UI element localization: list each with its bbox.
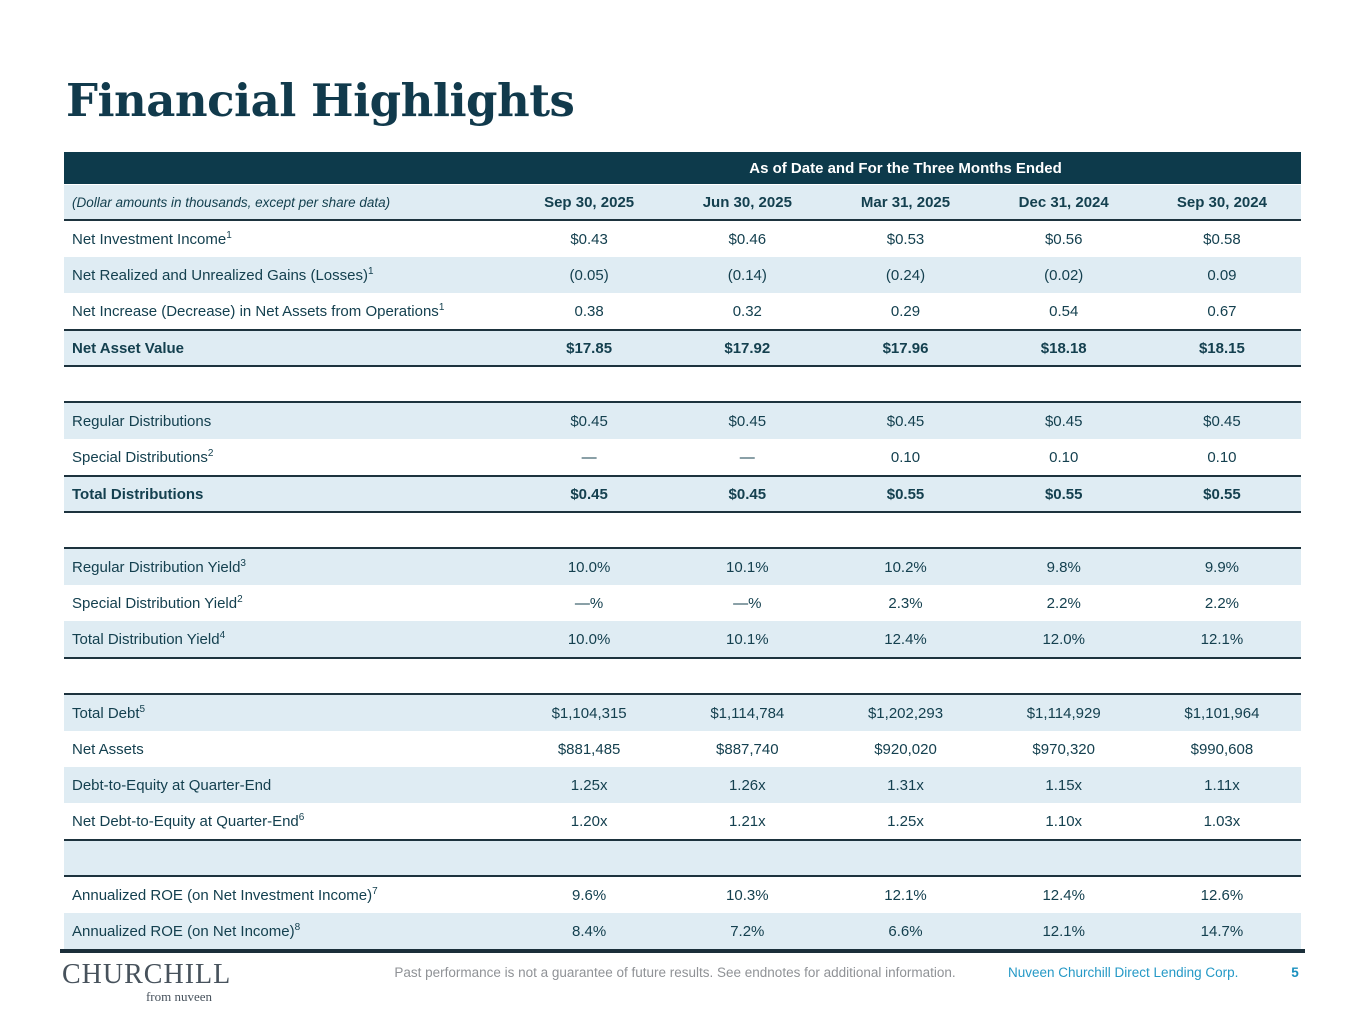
cell-value: $0.45 bbox=[570, 485, 608, 503]
cell-value: $0.45 bbox=[1044, 412, 1083, 430]
cell-value: — bbox=[581, 448, 597, 466]
page-number: 5 bbox=[1291, 965, 1299, 980]
cell-value: 1.20x bbox=[570, 812, 608, 830]
table-row bbox=[64, 695, 1301, 731]
cell-value: 10.3% bbox=[726, 886, 769, 904]
cell-value: 1.15x bbox=[1045, 776, 1083, 794]
table-row bbox=[64, 767, 1301, 803]
cell-value: 1.21x bbox=[728, 812, 766, 830]
cell-value: 10.1% bbox=[726, 630, 769, 648]
churchill-logo bbox=[62, 959, 232, 1005]
logo-tagline: from nuveen bbox=[145, 988, 212, 1004]
cell-value: $970,320 bbox=[1032, 740, 1095, 758]
cell-value: $1,202,293 bbox=[867, 704, 944, 722]
cell-value: 10.1% bbox=[726, 558, 769, 576]
table-row bbox=[64, 913, 1301, 949]
cell-value: $0.45 bbox=[728, 485, 767, 503]
cell-value: 0.29 bbox=[890, 302, 921, 320]
cell-value: $0.45 bbox=[1203, 412, 1241, 430]
cell-value: 6.6% bbox=[888, 922, 923, 940]
row-label: Net Realized and Unrealized Gains (Losses)$^1$ bbox=[72, 265, 374, 284]
row-label: Total Distribution Yield$^4$ bbox=[72, 629, 226, 648]
cell-value: $17.96 bbox=[882, 339, 929, 357]
cell-value: $18.15 bbox=[1198, 339, 1245, 357]
footnote-marker: 8 bbox=[294, 921, 301, 933]
section-gap bbox=[64, 367, 1301, 401]
column-header: Sep 30, 2024 bbox=[1176, 193, 1267, 211]
cell-value: 12.4% bbox=[1042, 886, 1085, 904]
table-body bbox=[64, 219, 1301, 952]
footnote-marker: 3 bbox=[240, 557, 246, 569]
cell-value: 8.4% bbox=[572, 922, 607, 940]
column-header: Jun 30, 2025 bbox=[702, 193, 792, 211]
cell-value: 0.10 bbox=[1049, 448, 1079, 466]
table-row bbox=[64, 877, 1301, 913]
footnote-marker: 1 bbox=[367, 265, 374, 277]
footnote-marker: 5 bbox=[139, 703, 146, 715]
cell-value: —% bbox=[574, 594, 604, 612]
cell-value: 12.1% bbox=[1200, 630, 1244, 648]
row-label: Debt-to-Equity at Quarter-End bbox=[72, 776, 272, 794]
cell-value: $0.45 bbox=[570, 412, 608, 430]
cell-value: 0.38 bbox=[574, 302, 604, 320]
table-banner-text: As of Date and For the Three Months Ended bbox=[749, 159, 1062, 177]
cell-value: (0.05) bbox=[569, 266, 609, 284]
cell-value: $0.45 bbox=[728, 412, 767, 430]
cell-value: $0.46 bbox=[728, 230, 767, 248]
table-row bbox=[64, 621, 1301, 657]
cell-value: 2.3% bbox=[888, 594, 923, 612]
cell-value: (0.14) bbox=[727, 266, 767, 284]
cell-value: 12.4% bbox=[884, 630, 927, 648]
cell-value: 10.0% bbox=[567, 630, 611, 648]
footnote-marker: 7 bbox=[372, 885, 378, 897]
cell-value: $17.85 bbox=[566, 339, 613, 357]
row-label: Annualized ROE (on Net Income)$^8$ bbox=[72, 921, 301, 940]
column-header: Sep 30, 2025 bbox=[544, 193, 635, 211]
cell-value: 0.10 bbox=[1207, 448, 1237, 466]
footer-company-name: Nuveen Churchill Direct Lending Corp. bbox=[1008, 965, 1239, 980]
cell-value: 0.10 bbox=[890, 448, 921, 466]
cell-value: $0.53 bbox=[886, 230, 925, 248]
cell-value: $0.43 bbox=[570, 230, 608, 248]
row-label: Annualized ROE (on Net Investment Income)$^7$ bbox=[72, 885, 378, 904]
row-label: Regular Distributions bbox=[72, 412, 212, 430]
cell-value: 1.11x bbox=[1204, 776, 1240, 794]
cell-value: 1.25x bbox=[887, 812, 924, 830]
cell-value: $1,104,315 bbox=[551, 704, 627, 722]
table-row bbox=[64, 221, 1301, 257]
table-row bbox=[64, 731, 1301, 767]
logo-wordmark: CHURCHILL bbox=[62, 959, 232, 990]
section-gap bbox=[64, 513, 1301, 547]
row-label: Special Distribution Yield$^2$ bbox=[72, 593, 243, 612]
cell-value: $0.45 bbox=[886, 412, 925, 430]
footnote-marker: 1 bbox=[226, 229, 232, 241]
cell-value: 7.2% bbox=[730, 922, 765, 940]
cell-value: 14.7% bbox=[1200, 922, 1244, 940]
table-row bbox=[64, 803, 1301, 839]
cell-value: 0.67 bbox=[1207, 302, 1237, 320]
cell-value: 12.0% bbox=[1042, 630, 1085, 648]
table-row bbox=[64, 439, 1301, 475]
cell-value: $1,114,929 bbox=[1026, 704, 1101, 722]
cell-value: 1.26x bbox=[728, 776, 766, 794]
cell-value: 2.2% bbox=[1046, 594, 1081, 612]
cell-value: $887,740 bbox=[716, 740, 779, 758]
table-row bbox=[64, 403, 1301, 439]
cell-value: $0.55 bbox=[1203, 485, 1241, 503]
cell-value: 1.25x bbox=[570, 776, 608, 794]
cell-value: 9.6% bbox=[572, 886, 607, 904]
row-label: Total Debt$^5$ bbox=[72, 703, 146, 722]
footnote-marker: 4 bbox=[219, 629, 226, 641]
cell-value: $17.92 bbox=[724, 339, 771, 357]
page-title: Financial Highlights bbox=[66, 74, 575, 127]
table-section bbox=[64, 547, 1301, 659]
footnote-marker: 2 bbox=[237, 593, 243, 605]
cell-value: $0.55 bbox=[886, 485, 925, 503]
table-note: (Dollar amounts in thousands, except per share data) bbox=[72, 194, 391, 210]
cell-value: 9.8% bbox=[1046, 558, 1081, 576]
table-row bbox=[64, 475, 1301, 511]
table-row bbox=[64, 257, 1301, 293]
cell-value: $0.58 bbox=[1203, 230, 1241, 248]
table-section bbox=[64, 401, 1301, 513]
row-label: Net Debt-to-Equity at Quarter-End$^6$ bbox=[72, 811, 305, 830]
table-section bbox=[64, 693, 1301, 841]
cell-value: 9.9% bbox=[1204, 558, 1240, 576]
cell-value: $920,020 bbox=[874, 740, 937, 758]
cell-value: $881,485 bbox=[557, 740, 621, 758]
cell-value: 10.0% bbox=[567, 558, 611, 576]
cell-value: 1.10x bbox=[1045, 812, 1083, 830]
cell-value: 2.2% bbox=[1204, 594, 1240, 612]
cell-value: (0.24) bbox=[885, 266, 926, 284]
row-label: Special Distributions$^2$ bbox=[72, 447, 214, 466]
cell-value: 1.31x bbox=[887, 776, 924, 794]
row-label: Net Assets bbox=[72, 740, 144, 758]
cell-value: 0.32 bbox=[732, 302, 762, 320]
table-section bbox=[64, 877, 1301, 952]
footer-divider bbox=[60, 949, 1305, 953]
cell-value: 1.03x bbox=[1203, 812, 1241, 830]
table-row bbox=[64, 293, 1301, 329]
cell-value: —% bbox=[733, 594, 762, 612]
cell-value: $1,114,784 bbox=[710, 704, 785, 722]
cell-value: $18.18 bbox=[1040, 339, 1087, 357]
cell-value: (0.02) bbox=[1044, 266, 1084, 284]
footnote-marker: 2 bbox=[207, 447, 214, 459]
table-row bbox=[64, 329, 1301, 365]
footnote-marker: 6 bbox=[298, 811, 305, 823]
row-label: Regular Distribution Yield$^3$ bbox=[72, 557, 246, 576]
cell-value: $1,101,964 bbox=[1184, 704, 1260, 722]
cell-value: 12.1% bbox=[884, 886, 927, 904]
row-label: Net Increase (Decrease) in Net Assets from Operations$^1$ bbox=[72, 301, 445, 320]
row-label: Total Distributions bbox=[72, 485, 204, 503]
cell-value: — bbox=[739, 448, 755, 466]
table-row bbox=[64, 585, 1301, 621]
section-spacer-bar bbox=[64, 841, 1301, 877]
cell-value: 12.6% bbox=[1200, 886, 1244, 904]
table-row bbox=[64, 549, 1301, 585]
row-label: Net Investment Income$^1$ bbox=[72, 229, 232, 248]
row-label: Net Asset Value bbox=[72, 339, 184, 357]
footer-disclaimer: Past performance is not a guarantee of future results. See endnotes for additional information. bbox=[394, 965, 956, 980]
footnote-marker: 1 bbox=[438, 301, 445, 313]
financial-highlights-table bbox=[64, 152, 1301, 952]
table-banner bbox=[64, 152, 1301, 185]
cell-value: 12.1% bbox=[1042, 922, 1085, 940]
cell-value: 0.54 bbox=[1049, 302, 1079, 320]
column-header: Mar 31, 2025 bbox=[860, 193, 951, 211]
table-section bbox=[64, 219, 1301, 367]
column-header: Dec 31, 2024 bbox=[1018, 193, 1109, 211]
cell-value: $0.56 bbox=[1044, 230, 1083, 248]
cell-value: 0.09 bbox=[1207, 266, 1237, 284]
cell-value: $990,608 bbox=[1190, 740, 1254, 758]
cell-value: $0.55 bbox=[1044, 485, 1083, 503]
section-gap bbox=[64, 659, 1301, 693]
column-header-row bbox=[64, 185, 1301, 219]
cell-value: 10.2% bbox=[884, 558, 927, 576]
